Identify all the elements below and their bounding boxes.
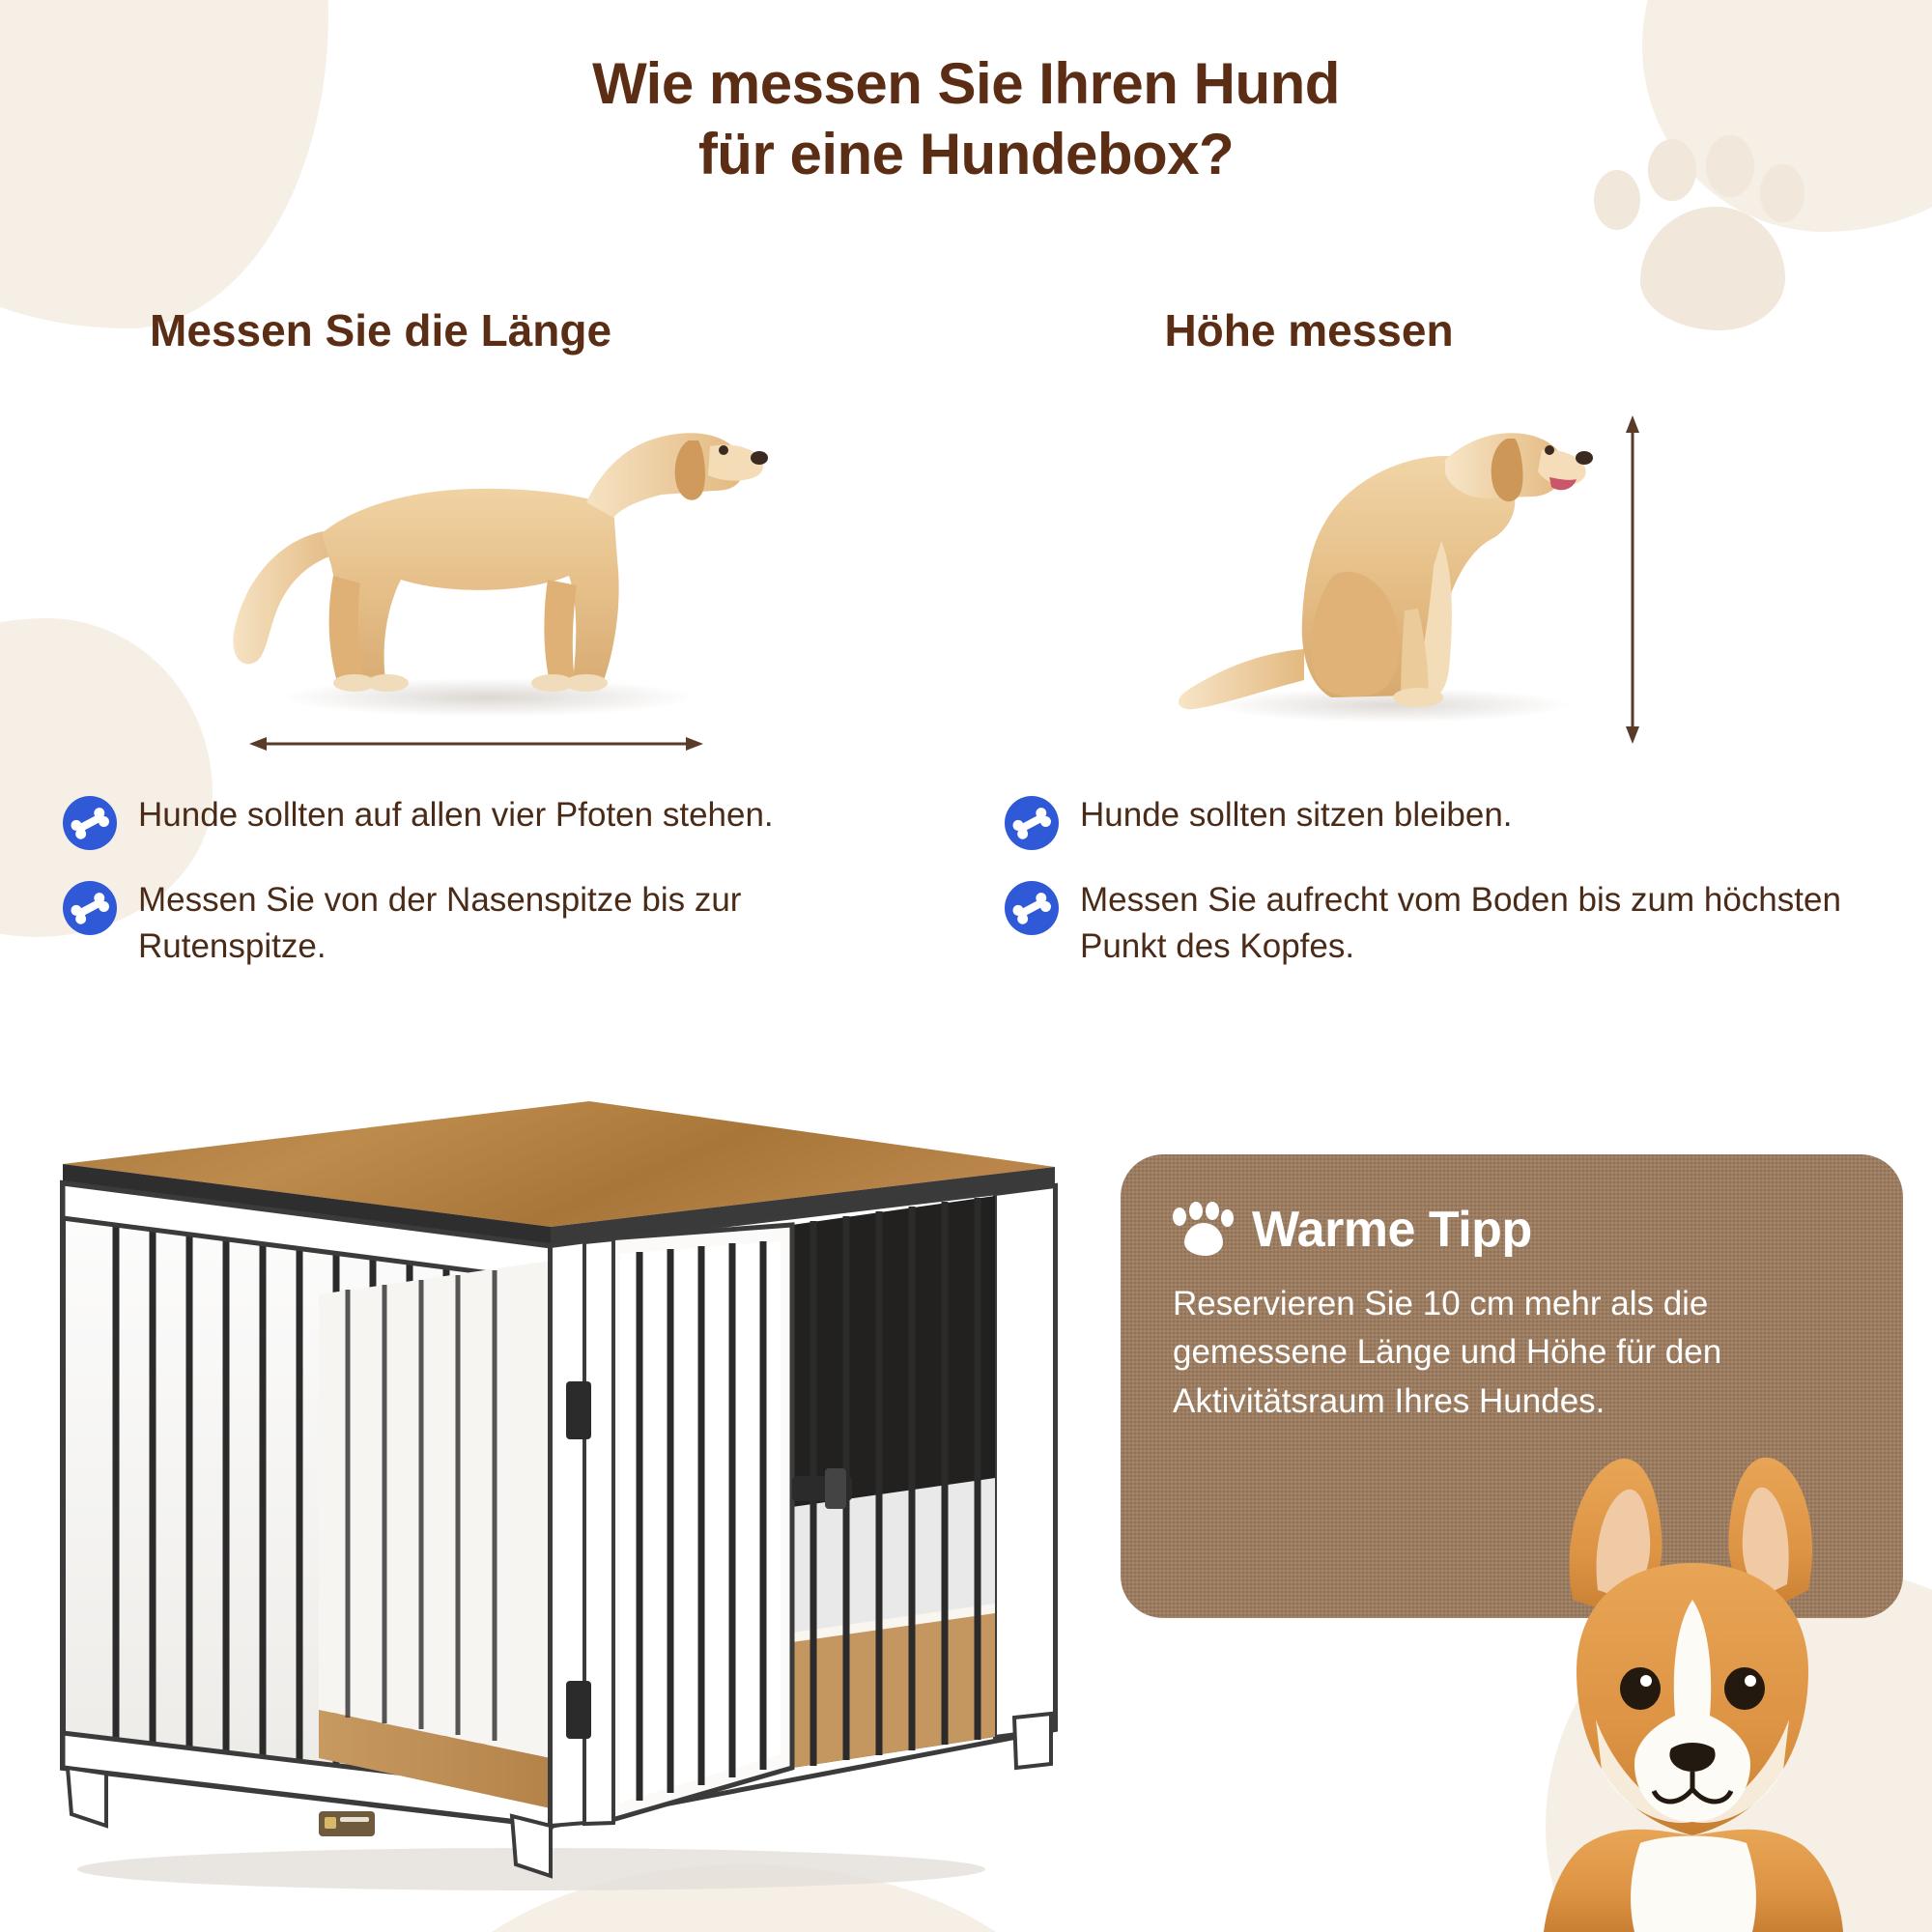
warm-tip-body: Reservieren Sie 10 cm mehr als die gemessene Länge und Höhe für den Aktivitätsraum Ihres Hundes. bbox=[1173, 1285, 1722, 1420]
list-item-label: Hunde sollten sitzen bleiben. bbox=[1080, 796, 1513, 834]
list-item-label: Messen Sie von der Nasenspitze bis zur Rutenspitze. bbox=[138, 881, 742, 966]
product-crate-image bbox=[29, 1092, 1082, 1903]
bone-icon bbox=[1005, 796, 1059, 850]
list-item bbox=[1005, 877, 1855, 971]
list-item-label: Hunde sollten auf allen vier Pfoten stehen. bbox=[138, 796, 774, 834]
paw-icon bbox=[1173, 1202, 1233, 1258]
section-heading-length: Messen Sie die Länge bbox=[150, 305, 612, 355]
bone-icon bbox=[63, 881, 117, 935]
list-item bbox=[63, 792, 894, 850]
bone-icon bbox=[1005, 881, 1059, 935]
warm-tip-title: Warme Tipp bbox=[1252, 1202, 1532, 1258]
dog-standing-photo bbox=[208, 386, 787, 744]
corgi-mascot-image bbox=[1468, 1430, 1922, 1932]
page-title bbox=[0, 48, 1932, 189]
bone-icon bbox=[63, 796, 117, 850]
list-item bbox=[63, 877, 894, 971]
height-measure-arrow bbox=[1623, 415, 1642, 744]
list-item bbox=[1005, 792, 1855, 850]
list-item-label: Messen Sie aufrecht vom Boden bis zum höchsten Punkt des Kopfes. bbox=[1080, 881, 1841, 966]
warm-tip-header bbox=[1173, 1201, 1851, 1259]
page-title-line1: Wie messen Sie Ihren Hund bbox=[592, 51, 1340, 116]
bullet-list-height bbox=[1005, 792, 1855, 998]
length-measure-arrow bbox=[249, 734, 703, 753]
section-heading-height: Höhe messen bbox=[1164, 305, 1454, 355]
bullet-list-length bbox=[63, 792, 894, 998]
dog-sitting-photo bbox=[1159, 396, 1623, 753]
page-title-line2: für eine Hundebox? bbox=[697, 122, 1235, 187]
